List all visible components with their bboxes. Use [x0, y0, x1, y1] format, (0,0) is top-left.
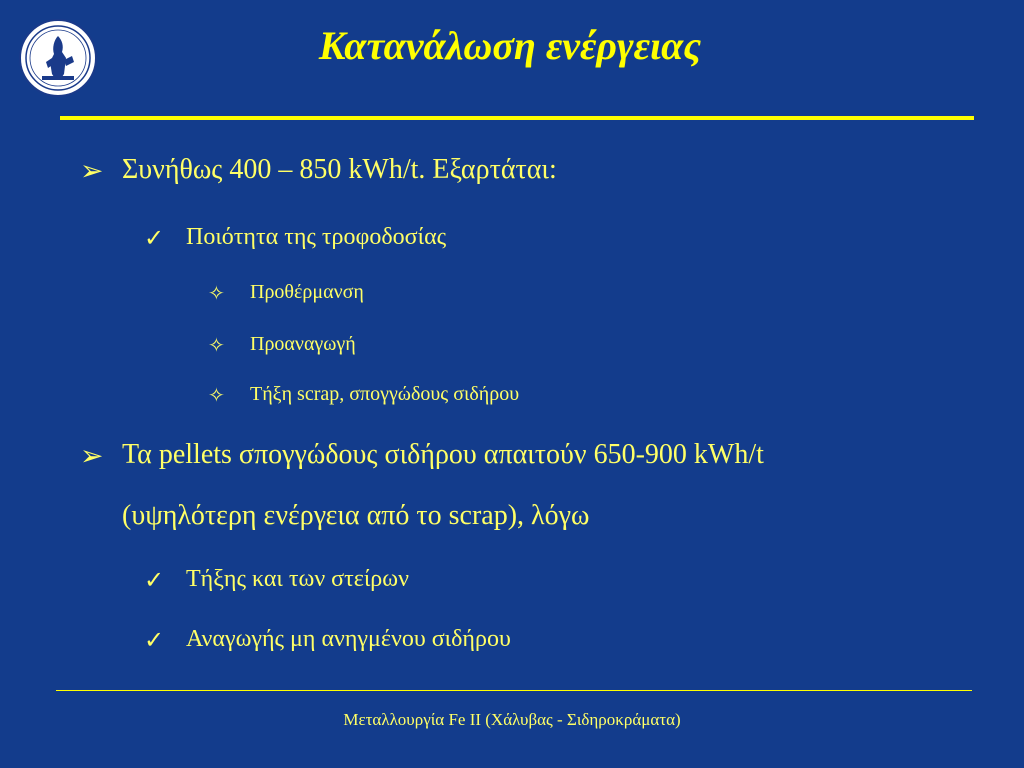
university-seal-icon	[18, 18, 98, 98]
check-bullet-icon: ✓	[144, 628, 165, 654]
list-item-text: Προαναγωγή	[250, 333, 356, 355]
footer-text: Μεταλλουργία Fe II (Χάλυβας - Σιδηροκράματα)	[343, 710, 681, 729]
footer-divider	[56, 690, 972, 691]
list-item-text: (υψηλότερη ενέργεια από το scrap), λόγω	[122, 500, 590, 531]
list-item-text: Ποιότητα της τροφοδοσίας	[186, 224, 447, 250]
arrow-bullet-icon: ➢	[80, 441, 104, 472]
list-item-text: Τήξη scrap, σπογγώδους σιδήρου	[250, 383, 520, 405]
list-item-text: Τήξης και των στείρων	[186, 566, 409, 592]
star-bullet-icon: ✧	[208, 385, 225, 407]
check-bullet-icon: ✓	[144, 226, 165, 252]
star-bullet-icon: ✧	[208, 335, 225, 357]
list-item-text: Αναγωγής μη ανηγμένου σιδήρου	[186, 626, 511, 652]
check-bullet-icon: ✓	[144, 568, 165, 594]
list-item-text: Τα pellets σπογγώδους σιδήρου απαιτούν 650-900 kWh/t	[122, 439, 764, 470]
arrow-bullet-icon: ➢	[80, 156, 104, 187]
title-divider	[60, 116, 974, 120]
star-bullet-icon: ✧	[208, 283, 225, 305]
list-item-text: Προθέρμανση	[250, 281, 364, 303]
list-item-text: Συνήθως 400 – 850 kWh/t. Εξαρτάται:	[122, 154, 557, 185]
page-title: Κατανάλωση ενέργειας	[318, 23, 702, 68]
